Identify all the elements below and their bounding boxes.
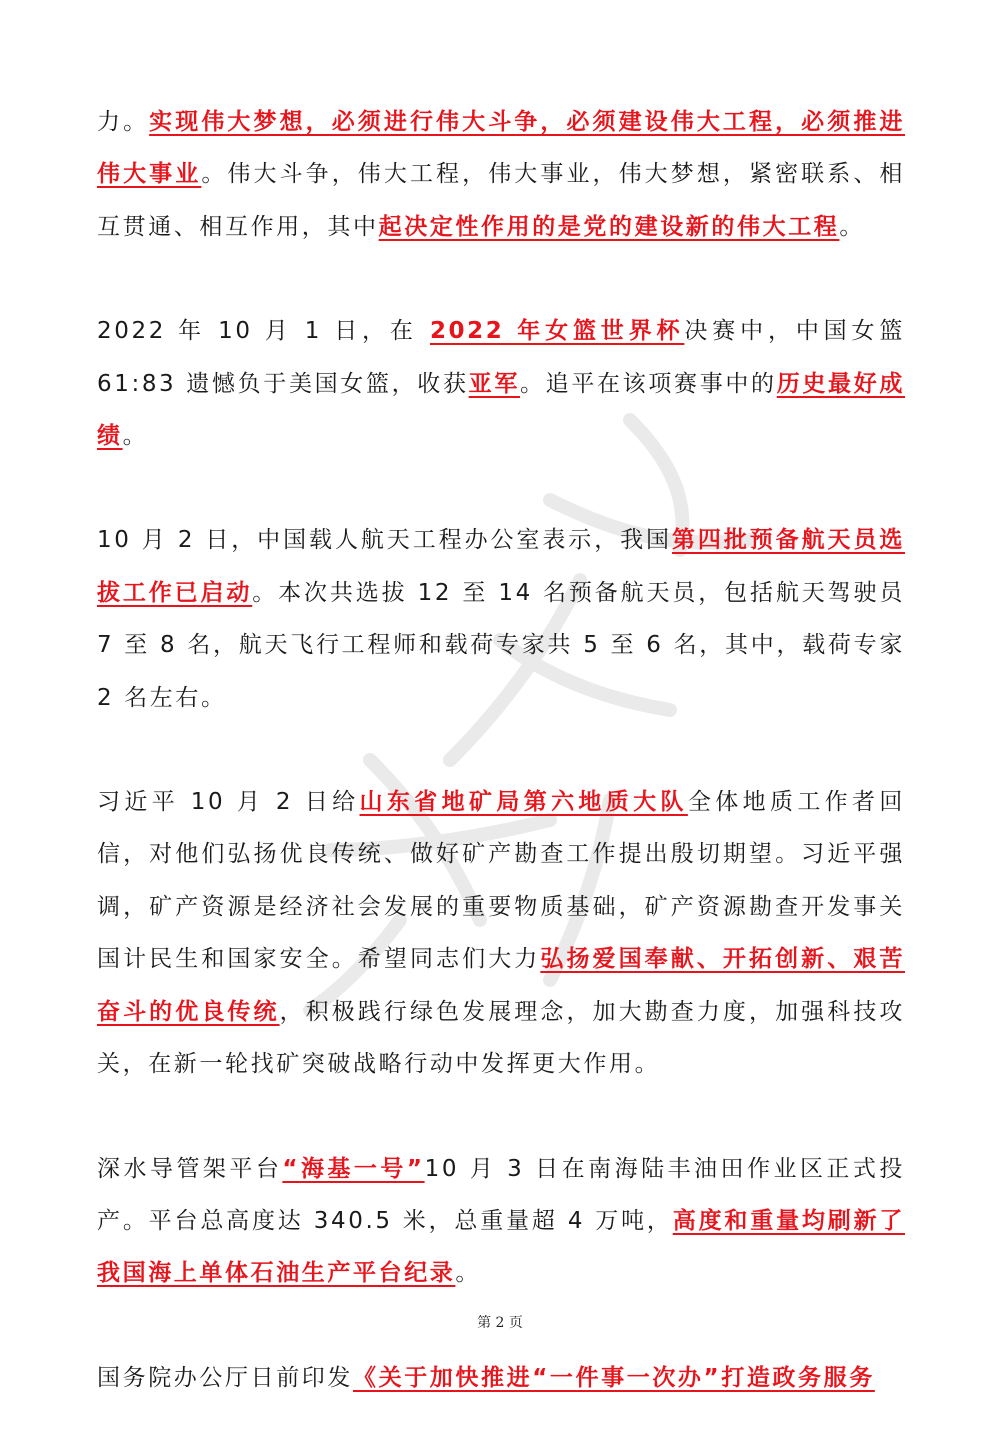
body-text: 力。 [97, 109, 150, 135]
highlighted-text: 山东省地矿局第六地质大队 [359, 789, 688, 816]
body-text: 。伟大斗争，伟大工程，伟大事业，伟大梦想，紧密联系、相互贯通、相互作用，其中 [97, 161, 905, 240]
document-body [97, 96, 905, 1456]
body-text: 国务院办公厅日前印发 [97, 1364, 353, 1391]
highlighted-text: 2022 年女篮世界杯 [429, 318, 685, 345]
highlighted-text: 《关于加快推进“一件事一次办”打造政务服务 [353, 1364, 875, 1391]
body-text: 习近平 10 月 2 日给 [97, 789, 360, 816]
paragraph [97, 1352, 905, 1404]
highlighted-text: 第四批预备航天员选拔工作已启动 [97, 527, 905, 606]
highlighted-text: “海基一号” [282, 1155, 425, 1182]
body-text: ，积极践行绿色发展理念，加大勘查力度，加强科技攻关，在新一轮找矿突破战略行动中发挥更大作用。 [97, 998, 905, 1078]
highlighted-text: 起决定性作用的是党的建设新的伟大工程 [378, 213, 840, 240]
body-text: 。 [455, 1260, 482, 1287]
body-text: 全体地质工作者回信，对他们弘扬优良传统、做好矿产勘查工作提出殷切期望。习近平强调，矿产资源是经济社会发展的重要物质基础，矿产资源勘查开发事关国计民生和国家安全。希望同志们大力 [97, 789, 905, 973]
body-text: 。 [839, 213, 866, 240]
body-text: 。本次共选拔 12 至 14 名预备航天员，包括航天驾驶员 7 至 8 名，航天飞行工程师和载荷专家共 5 至 6 名，其中，载荷专家 2 名左右。 [97, 579, 905, 711]
paragraph [97, 514, 905, 724]
body-text: 2022 年 10 月 1 日，在 [97, 318, 430, 345]
page-number: 第 2 页 [477, 1315, 523, 1331]
body-text: 深水导管架平台 [97, 1155, 283, 1182]
highlighted-text: 实现伟大梦想，必须进行伟大斗争，必须建设伟大工程，必须推进伟大事业 [97, 109, 906, 188]
highlighted-text: 历史最好成绩 [97, 370, 906, 450]
paragraph [97, 1143, 905, 1300]
highlighted-text: 高度和重量均刷新了我国海上单体石油生产平台纪录 [97, 1207, 906, 1287]
body-text: 。追平在该项赛事中的 [520, 370, 777, 397]
body-text: 决赛中，中国女篮 61:83 遗憾负于美国女篮，收获 [97, 318, 905, 397]
highlighted-text: 弘扬爱国奉献、开拓创新、艰苦奋斗的优良传统 [97, 946, 905, 1025]
body-text: 10 月 2 日，中国载人航天工程办公室表示，我国 [97, 527, 672, 554]
body-text: 。 [122, 423, 149, 450]
paragraph [97, 305, 905, 462]
paragraph [97, 776, 905, 1090]
highlighted-text: 亚军 [468, 370, 520, 397]
paragraph [97, 96, 905, 253]
body-text: 10 月 3 日在南海陆丰油田作业区正式投产。平台总高度达 340.5 米，总重量超 4 万吨， [97, 1155, 905, 1234]
